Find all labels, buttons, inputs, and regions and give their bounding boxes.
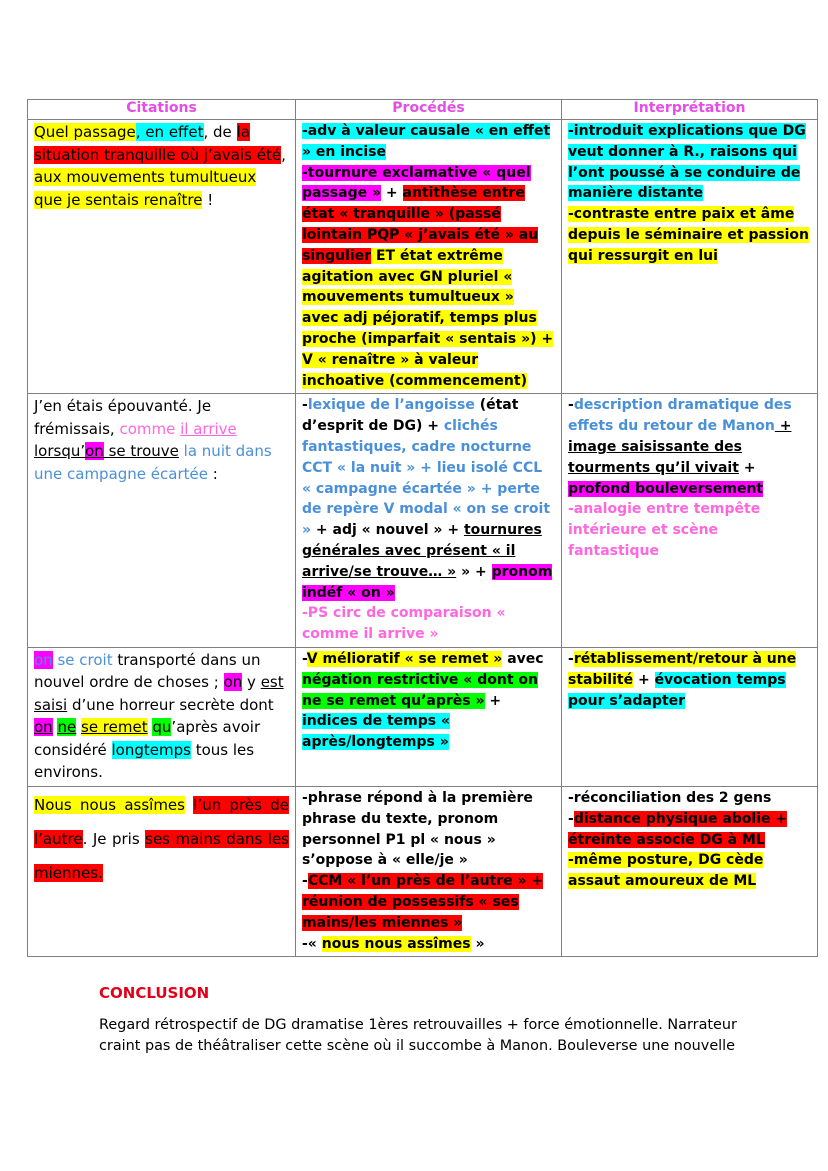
- text-span: -: [302, 650, 307, 667]
- text-span: » +: [456, 563, 492, 580]
- text-span: nous nous assîmes: [321, 935, 471, 952]
- text-span: qu: [152, 718, 172, 737]
- text-span: on: [34, 718, 53, 737]
- text-span: -: [568, 397, 574, 414]
- text-span: y: [242, 673, 261, 692]
- text-span: +: [633, 671, 655, 688]
- text-line: [568, 850, 811, 892]
- conclusion-title: CONCLUSION: [99, 984, 210, 1002]
- text-span: se remet: [81, 718, 148, 737]
- text-span: + adj « nouvel » +: [311, 522, 464, 539]
- text-span: Nous nous assîmes: [34, 795, 185, 814]
- text-span: Quel passage: [34, 123, 136, 141]
- text-span: la nuit dans une campagne écartée: [34, 442, 272, 483]
- text-span: avec: [502, 650, 544, 667]
- text-span: (état d’esprit de DG) +: [302, 397, 519, 435]
- text-span: profond bouleversement: [568, 480, 764, 497]
- text-span: -tournure exclamative « quel passage »: [302, 164, 531, 202]
- text-span: indices de temps « après/longtemps »: [302, 713, 451, 751]
- text-span: se croit: [52, 650, 113, 669]
- text-span: ’après avoir considéré: [34, 718, 261, 759]
- citation-cell: [28, 647, 296, 786]
- interpretation-cell: [562, 786, 818, 956]
- text-span: ne: [57, 718, 77, 737]
- text-span: se trouve: [103, 442, 179, 461]
- conclusion-text: Regard rétrospectif de DG dramatise 1ères retrouvailles + force émotionnelle. Narrateur craint pas de théâtraliser cette scène où il succombe à Manon. Bouleverse une nouvelle: [99, 1017, 737, 1054]
- interpretation-cell: [562, 647, 818, 786]
- text-span: CCM « l’un près de l’autre » + réunion de possessifs « ses mains/les miennes »: [302, 873, 544, 931]
- text-span: +: [484, 692, 502, 709]
- text-span: est saisi: [34, 673, 284, 714]
- text-span: -contraste entre paix et âme depuis le séminaire et passion qui ressurgit en lui: [568, 206, 809, 264]
- text-span: évocation temps pour s’adapter: [568, 671, 786, 709]
- citation-cell: [28, 120, 296, 394]
- text-span: distance physique abolie + étreinte associe DG à ML: [568, 810, 788, 848]
- text-span: . Je pris: [82, 829, 146, 848]
- text-line: [568, 204, 811, 266]
- text-span: lexique de l’angoisse: [307, 397, 475, 414]
- text-span: -: [568, 810, 574, 827]
- analysis-table: [27, 99, 818, 957]
- citation-cell: [28, 394, 296, 648]
- text-line: [302, 395, 555, 603]
- text-line: [568, 809, 811, 851]
- header-procedes: Procédés: [296, 100, 562, 120]
- text-line: [302, 934, 555, 955]
- text-span: tous les environs.: [34, 740, 255, 782]
- text-span: -même posture, DG cède assaut amoureux de ML: [568, 852, 764, 890]
- text-line: [302, 163, 555, 392]
- text-span: comme: [119, 419, 181, 438]
- text-line: [302, 871, 555, 933]
- text-span: +: [381, 185, 403, 202]
- text-span: -: [302, 873, 308, 890]
- text-span: ,: [135, 123, 146, 141]
- text-line: -PS circ de comparaison « comme il arrive »: [302, 605, 506, 643]
- procedes-cell: [296, 394, 562, 648]
- procedes-cell: [296, 647, 562, 786]
- text-span: négation restrictive « dont on ne se remet qu’après »: [302, 671, 538, 709]
- header-citations: Citations: [28, 100, 296, 120]
- procedes-cell: [296, 786, 562, 956]
- text-span: :: [207, 464, 218, 483]
- text-span: transporté dans un nouvel ordre de choses ;: [34, 650, 261, 692]
- text-span: on: [85, 442, 104, 461]
- text-span: on: [34, 650, 53, 669]
- text-span: description dramatique des effets du retour de Manon: [568, 397, 792, 435]
- citation-cell: [28, 786, 296, 956]
- text-span: -: [302, 397, 308, 414]
- table-row: [28, 120, 818, 394]
- text-span: -adv à valeur causale « en effet » en incise: [302, 123, 551, 160]
- text-span: V mélioratif « se remet »: [306, 650, 503, 667]
- text-span: J’en étais épouvanté. Je frémissais,: [34, 397, 212, 438]
- text-span: antithèse entre état « tranquille » (passé lointain PQP « j’avais été » au singulier: [302, 185, 539, 264]
- text-span: image saisissante des tourments qu’il vivait: [568, 438, 742, 476]
- text-span: -introduit explications que DG veut donner à R., raisons qui l’ont poussé à se conduire de manière distante: [568, 123, 806, 202]
- text-span: -«: [302, 935, 322, 952]
- text-span: il arrive: [180, 419, 237, 438]
- text-span: »: [470, 935, 485, 952]
- text-span: rétablissement/retour à une stabilité: [568, 650, 797, 688]
- text-line: [568, 121, 811, 204]
- text-span: lorsqu’: [34, 442, 86, 461]
- text-span: pronom indéf « on »: [302, 563, 553, 601]
- text-span: ET état extrême agitation avec GN pluriel « mouvements tumultueux » avec adj péjoratif, temps plus proche (imparfait « sentais ») + V « renaître » à valeur inchoative (commencement): [302, 247, 554, 389]
- interpretation-cell: [562, 120, 818, 394]
- text-span: aux mouvements tumultueux que je sentais renaître: [34, 168, 257, 209]
- table-row: [28, 786, 818, 956]
- procedes-cell: [296, 120, 562, 394]
- text-span: en effet: [145, 123, 204, 141]
- text-span: on: [223, 673, 243, 692]
- text-span: +: [738, 459, 756, 476]
- text-span: l’un près de l’autre: [34, 795, 290, 848]
- text-span: longtemps: [111, 740, 191, 759]
- text-line: -réconciliation des 2 gens: [568, 789, 772, 806]
- text-span: +: [774, 418, 792, 435]
- text-line: [568, 395, 811, 499]
- text-span: , de: [203, 123, 237, 141]
- table-row: [28, 394, 818, 648]
- text-line: -phrase répond à la première phrase du texte, pronom personnel P1 pl « nous » s’oppose à « elle/je »: [302, 789, 533, 869]
- table-row: [28, 647, 818, 786]
- text-span: clichés fantastiques, cadre nocturne CCT « la nuit » + lieu isolé CCL « campagne écartée » + perte de repère V modal « on se croit »: [302, 418, 551, 539]
- interpretation-cell: [562, 394, 818, 648]
- text-span: d’une horreur secrète dont: [67, 695, 274, 714]
- text-span: la situation tranquille où j’avais été: [34, 123, 282, 164]
- text-span: -: [568, 650, 574, 667]
- text-span: tournures générales avec présent « il arrive/se trouve… »: [302, 522, 542, 580]
- text-line: -analogie entre tempête intérieure et scène fantastique: [568, 501, 761, 559]
- text-span: ,: [281, 145, 286, 164]
- text-span: !: [202, 190, 214, 209]
- header-interpretation: Interprétation: [562, 100, 818, 120]
- table-header-row: [28, 100, 818, 120]
- text-line: [302, 121, 555, 163]
- text-span: ses mains dans les miennes.: [34, 829, 289, 882]
